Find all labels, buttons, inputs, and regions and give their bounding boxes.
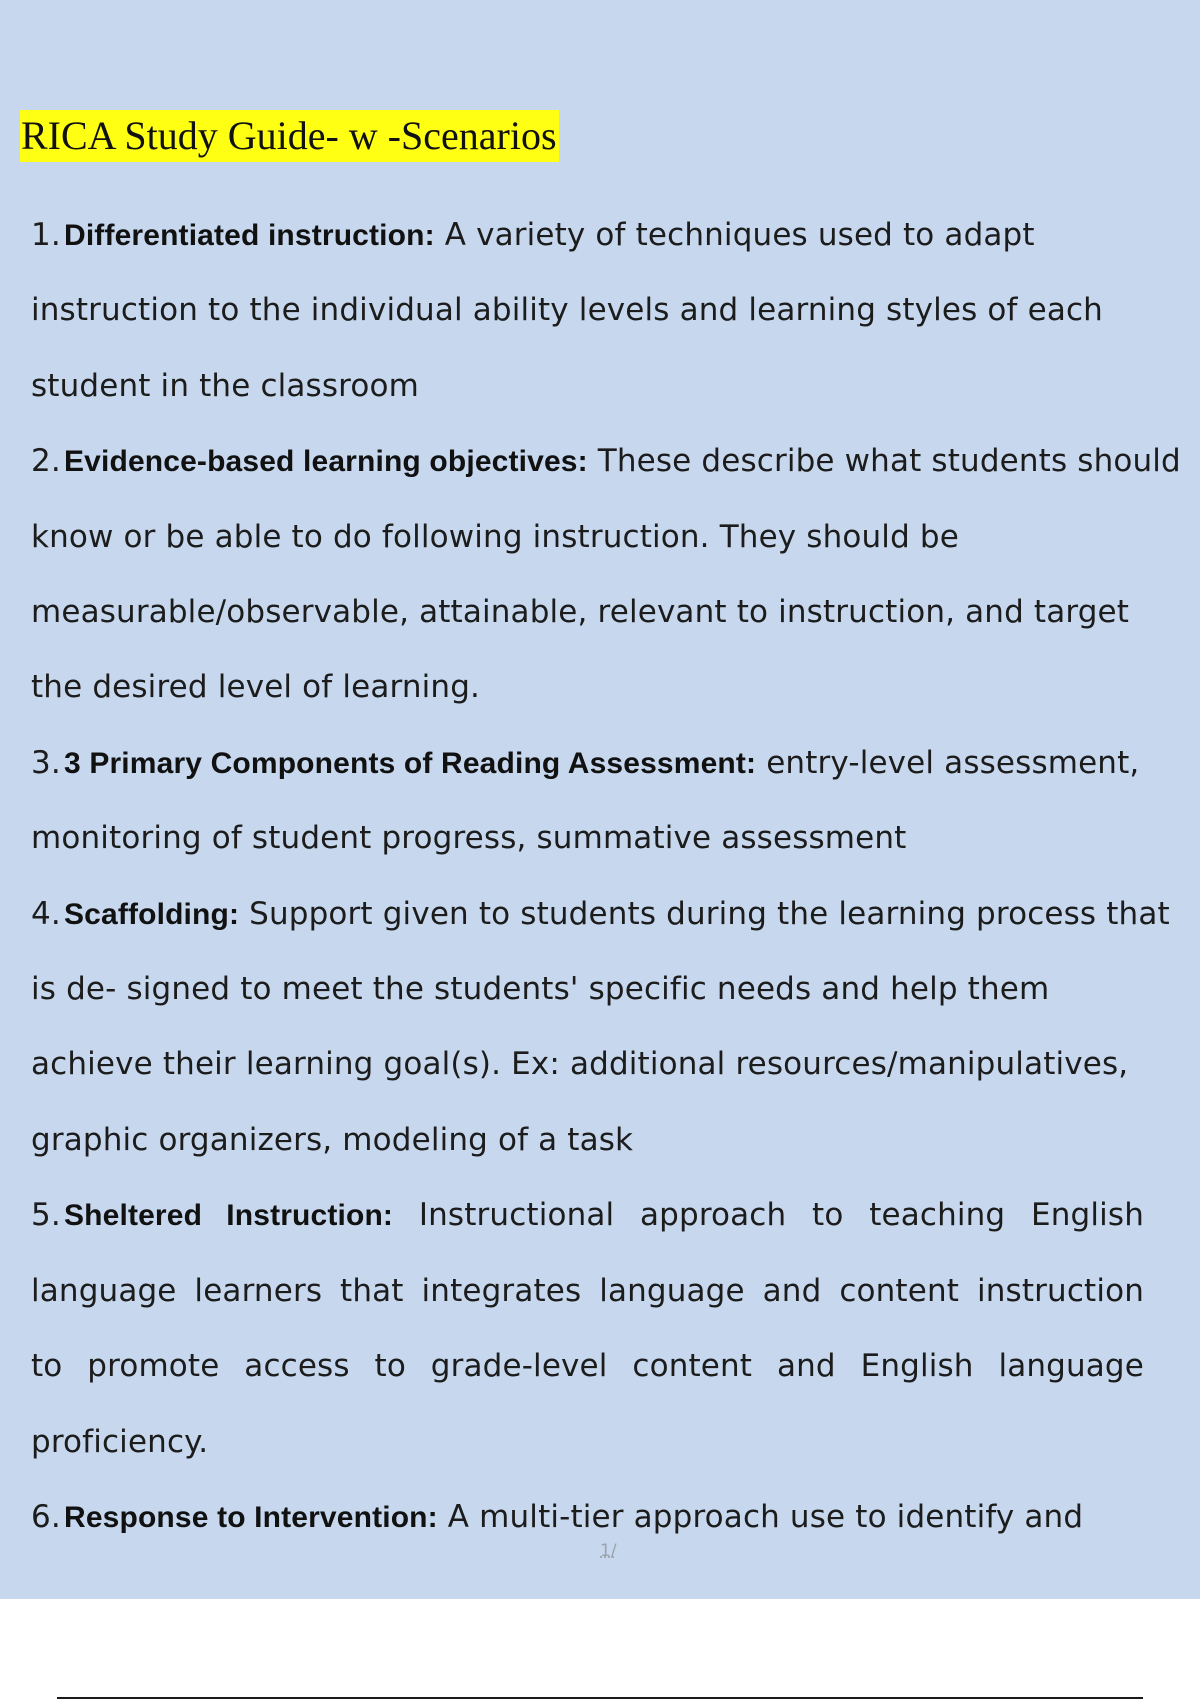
item-number: 1. <box>31 217 61 253</box>
item-definition: Support given to students during the learning process that is de- signed to meet the students' specific needs and help them achieve their learning goal(s). Ex: additional resources/manipulatives, graphic organizers, modeling of a task <box>31 895 1170 1158</box>
item-term: Response to Intervention: <box>64 1500 438 1534</box>
item-definition: These describe what students should know or be able to do following instruction. They should be measurable/observable, attainable, relevant to instruction, and target the desired level of learning. <box>31 443 1181 706</box>
item-number: 4. <box>31 895 61 932</box>
footer-divider <box>57 1697 1143 1699</box>
item-number: 5. <box>31 1197 61 1234</box>
item-number: 3. <box>31 744 61 781</box>
item-term: Sheltered Instruction: <box>64 1199 394 1233</box>
list-item <box>31 877 1181 1179</box>
list-item <box>31 424 1181 726</box>
list-item <box>31 198 1181 424</box>
item-term: Differentiated instruction: <box>64 219 435 252</box>
item-term: Scaffolding: <box>64 897 240 931</box>
term-list <box>31 198 1181 1555</box>
item-term: 3 Primary Components of Reading Assessment: <box>64 746 757 780</box>
item-term: Evidence-based learning objectives: <box>64 445 588 479</box>
list-item <box>31 1178 1144 1480</box>
list-item <box>31 726 1181 877</box>
item-definition: A variety of techniques used to adapt instruction to the individual ability levels and learning styles of each student in the classroom <box>31 217 1103 404</box>
item-number: 2. <box>31 443 61 480</box>
item-definition: Instructional approach to teaching English language learners that integrates language and content instruction to promote access to grade-level content and English language proficiency. <box>31 1197 1144 1460</box>
document-title: RICA Study Guide- w -Scenarios <box>20 110 559 162</box>
page-number: 1/ <box>600 1541 617 1561</box>
item-definition: entry-level assessment, monitoring of student progress, summative assessment <box>31 744 1140 857</box>
item-number: 6. <box>31 1498 61 1535</box>
item-definition: A multi-tier approach use to identify and <box>437 1498 1084 1535</box>
